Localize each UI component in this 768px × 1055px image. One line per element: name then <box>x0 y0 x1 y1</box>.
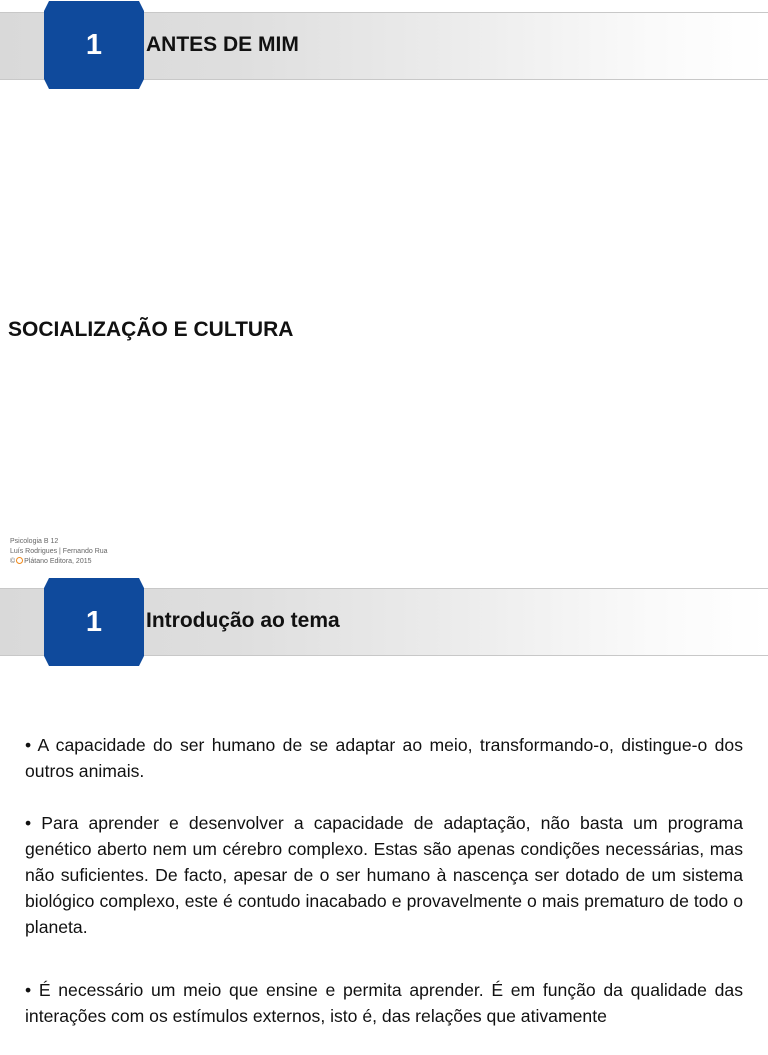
section-title: ANTES DE MIM <box>146 33 299 56</box>
footer-publisher <box>10 557 108 567</box>
section-number-badge <box>44 578 144 666</box>
footer-authors: Luís Rodrigues | Fernando Rua <box>10 548 108 555</box>
publisher-name: Plátano Editora, 2015 <box>24 558 92 565</box>
footer-credits <box>10 537 108 567</box>
bullet-paragraph: • É necessário um meio que ensine e permita aprender. É em função da qualidade das interações com os estímulos externos, isto é, das relações que ativamente <box>25 980 743 1026</box>
bullet-paragraph: • Para aprender e desenvolver a capacidade de adaptação, não basta um programa genético aberto nem um cérebro complexo. Estas são apenas condições necessárias, mas não suficientes. De facto, apesar de o ser humano à nascença ser dotado de um sistema biológico complexo, este é contudo inacabado e provavelmente o mais prematuro de todo o planeta. <box>25 813 743 937</box>
section-number: 1 <box>85 606 103 638</box>
publisher-logo-icon <box>16 557 23 564</box>
slide-intro <box>0 580 768 1024</box>
section-number-badge <box>44 1 144 89</box>
section-title: Introdução ao tema <box>146 609 340 632</box>
bullet-paragraph: • A capacidade do ser humano de se adaptar ao meio, transformando-o, distingue-o dos outros animais. <box>25 735 743 781</box>
copyright-symbol: © <box>10 558 16 565</box>
footer-course: Psicologia B 12 <box>10 538 59 545</box>
page-title: SOCIALIZAÇÃO E CULTURA <box>8 318 294 341</box>
content-body <box>25 732 743 1055</box>
section-number: 1 <box>85 29 103 61</box>
